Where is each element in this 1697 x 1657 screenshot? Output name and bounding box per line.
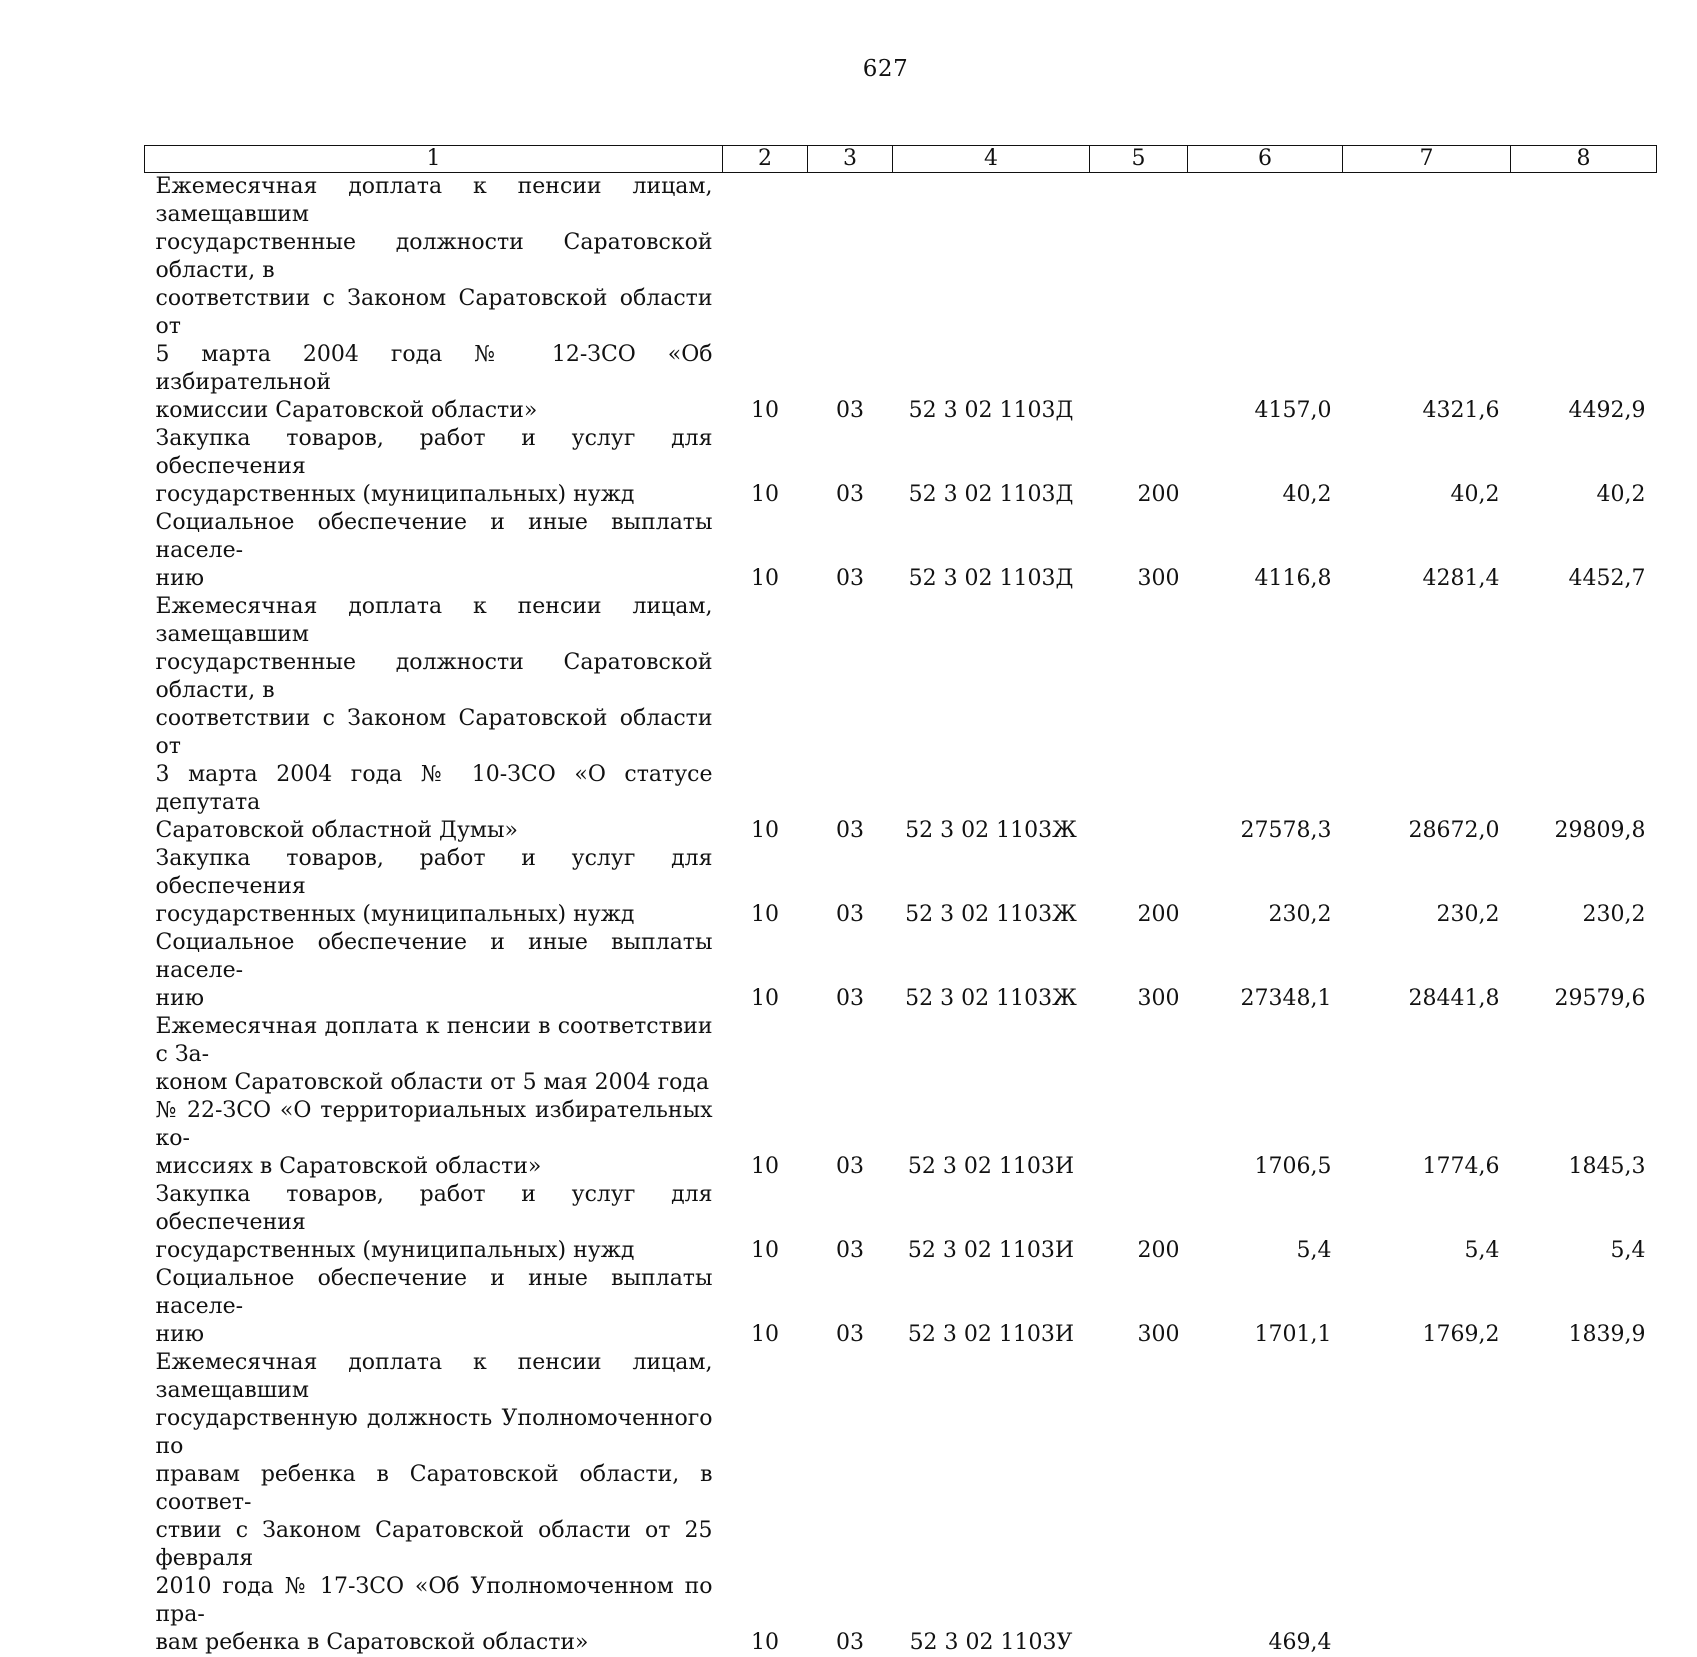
row-section: 10 <box>723 929 808 1013</box>
budget-table <box>144 145 1657 1657</box>
row-expense-type <box>1090 173 1188 426</box>
row-description: Закупка товаров, работ и услуг для обеспечения государственных (муниципальных) нужд <box>145 1181 723 1265</box>
row-subsection: 03 <box>808 173 893 426</box>
row-value-6: 4157,0 <box>1188 173 1343 426</box>
row-subsection: 03 <box>808 845 893 929</box>
row-value-8: 5,4 <box>1511 1181 1657 1265</box>
column-header-1: 1 <box>145 146 723 173</box>
row-value-7 <box>1343 1349 1511 1657</box>
row-value-8: 4452,7 <box>1511 509 1657 593</box>
row-subsection: 03 <box>808 1265 893 1349</box>
column-header-2: 2 <box>723 146 808 173</box>
table-row <box>145 845 1657 929</box>
row-target-code: 52 3 02 1103Д <box>893 425 1090 509</box>
row-value-6: 1706,5 <box>1188 1013 1343 1181</box>
column-header-4: 4 <box>893 146 1090 173</box>
column-header-3: 3 <box>808 146 893 173</box>
row-value-8: 1845,3 <box>1511 1013 1657 1181</box>
row-value-7: 5,4 <box>1343 1181 1511 1265</box>
row-value-6: 27578,3 <box>1188 593 1343 845</box>
row-value-7: 1769,2 <box>1343 1265 1511 1349</box>
row-subsection: 03 <box>808 1349 893 1657</box>
page-number: 627 <box>0 56 1697 82</box>
row-value-7: 230,2 <box>1343 845 1511 929</box>
row-section: 10 <box>723 425 808 509</box>
row-description: Ежемесячная доплата к пенсии лицам, замещавшим государственные должности Саратовской области, в соответствии с Законом Саратовской области от 5 марта 2004 года № 12-ЗСО «Об избирательной комиссии Саратовской области» <box>145 173 723 426</box>
header-row <box>145 146 1657 173</box>
row-target-code: 52 3 02 1103И <box>893 1265 1090 1349</box>
table-row <box>145 1013 1657 1181</box>
table-row <box>145 929 1657 1013</box>
row-value-7: 28672,0 <box>1343 593 1511 845</box>
table-row <box>145 1181 1657 1265</box>
row-value-8 <box>1511 1349 1657 1657</box>
row-value-7: 4321,6 <box>1343 173 1511 426</box>
row-value-6: 27348,1 <box>1188 929 1343 1013</box>
row-value-8: 29809,8 <box>1511 593 1657 845</box>
row-description: Социальное обеспечение и иные выплаты населе- нию <box>145 509 723 593</box>
row-value-8: 230,2 <box>1511 845 1657 929</box>
row-description: Социальное обеспечение и иные выплаты населе- нию <box>145 1265 723 1349</box>
row-target-code: 52 3 02 1103И <box>893 1013 1090 1181</box>
row-target-code: 52 3 02 1103Ж <box>893 929 1090 1013</box>
row-target-code: 52 3 02 1103И <box>893 1181 1090 1265</box>
row-expense-type: 200 <box>1090 425 1188 509</box>
row-value-8: 1839,9 <box>1511 1265 1657 1349</box>
table-row <box>145 1349 1657 1657</box>
table-row <box>145 509 1657 593</box>
row-target-code: 52 3 02 1103Ж <box>893 845 1090 929</box>
row-expense-type <box>1090 1013 1188 1181</box>
row-subsection: 03 <box>808 1013 893 1181</box>
row-subsection: 03 <box>808 1181 893 1265</box>
row-subsection: 03 <box>808 425 893 509</box>
row-expense-type: 200 <box>1090 1181 1188 1265</box>
row-value-6: 469,4 <box>1188 1349 1343 1657</box>
row-value-8: 4492,9 <box>1511 173 1657 426</box>
row-subsection: 03 <box>808 929 893 1013</box>
row-subsection: 03 <box>808 509 893 593</box>
row-expense-type: 300 <box>1090 509 1188 593</box>
row-expense-type: 300 <box>1090 1265 1188 1349</box>
column-header-5: 5 <box>1090 146 1188 173</box>
row-description: Закупка товаров, работ и услуг для обеспечения государственных (муниципальных) нужд <box>145 425 723 509</box>
row-target-code: 52 3 02 1103У <box>893 1349 1090 1657</box>
row-description: Социальное обеспечение и иные выплаты населе- нию <box>145 929 723 1013</box>
table-row <box>145 425 1657 509</box>
row-description: Ежемесячная доплата к пенсии лицам, замещавшим государственные должности Саратовской области, в соответствии с Законом Саратовской области от 3 марта 2004 года № 10-ЗСО «О статусе депутата Саратовской областной Думы» <box>145 593 723 845</box>
row-section: 10 <box>723 593 808 845</box>
column-header-7: 7 <box>1343 146 1511 173</box>
row-expense-type: 300 <box>1090 929 1188 1013</box>
row-value-8: 40,2 <box>1511 425 1657 509</box>
row-description: Ежемесячная доплата к пенсии в соответствии с За- коном Саратовской области от 5 мая 2004 года № 22-ЗСО «О территориальных избирательных ко- миссиях в Саратовской области» <box>145 1013 723 1181</box>
column-header-8: 8 <box>1511 146 1657 173</box>
row-target-code: 52 3 02 1103Д <box>893 509 1090 593</box>
row-value-7: 1774,6 <box>1343 1013 1511 1181</box>
row-expense-type <box>1090 1349 1188 1657</box>
row-section: 10 <box>723 1181 808 1265</box>
row-value-7: 28441,8 <box>1343 929 1511 1013</box>
row-expense-type: 200 <box>1090 845 1188 929</box>
column-header-6: 6 <box>1188 146 1343 173</box>
row-target-code: 52 3 02 1103Д <box>893 173 1090 426</box>
row-value-8: 29579,6 <box>1511 929 1657 1013</box>
row-target-code: 52 3 02 1103Ж <box>893 593 1090 845</box>
row-value-6: 40,2 <box>1188 425 1343 509</box>
row-value-6: 1701,1 <box>1188 1265 1343 1349</box>
row-section: 10 <box>723 1013 808 1181</box>
row-value-7: 40,2 <box>1343 425 1511 509</box>
row-description: Закупка товаров, работ и услуг для обеспечения государственных (муниципальных) нужд <box>145 845 723 929</box>
table-row <box>145 1265 1657 1349</box>
row-value-7: 4281,4 <box>1343 509 1511 593</box>
row-section: 10 <box>723 509 808 593</box>
table-body <box>145 173 1657 1657</box>
row-section: 10 <box>723 173 808 426</box>
row-section: 10 <box>723 1265 808 1349</box>
row-subsection: 03 <box>808 593 893 845</box>
row-value-6: 5,4 <box>1188 1181 1343 1265</box>
row-expense-type <box>1090 593 1188 845</box>
row-section: 10 <box>723 845 808 929</box>
row-description: Ежемесячная доплата к пенсии лицам, замещавшим государственную должность Уполномоченного по правам ребенка в Саратовской области, в соответ- ствии с Законом Саратовской области от 25 февраля 2010 года № 17-ЗСО «Об Уполномоченном по пра- вам ребенка в Саратовской области» <box>145 1349 723 1657</box>
table-row <box>145 173 1657 426</box>
row-value-6: 230,2 <box>1188 845 1343 929</box>
row-section: 10 <box>723 1349 808 1657</box>
table-row <box>145 593 1657 845</box>
row-value-6: 4116,8 <box>1188 509 1343 593</box>
